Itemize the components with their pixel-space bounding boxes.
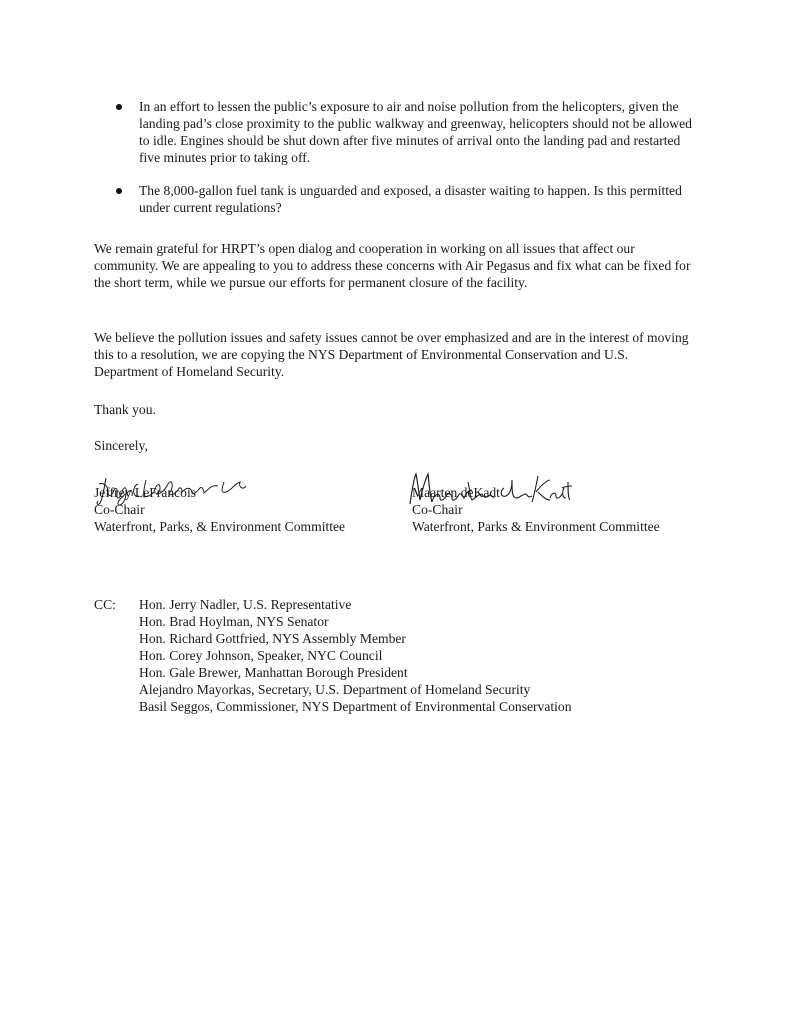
signatory-role: Co-Chair: [94, 502, 145, 517]
cc-recipient: Alejandro Mayorkas, Secretary, U.S. Department of Homeland Security: [139, 682, 531, 697]
paragraph-pollution: We believe the pollution issues and safety issues cannot be over emphasized and are in the interest of moving this to a resolution, we are copying the NYS Department of Environmental Conservation and U.S. Department of Homeland Security.: [94, 330, 689, 379]
bullet-icon: [116, 188, 122, 194]
paragraph-grateful: We remain grateful for HRPT’s open dialog and cooperation in working on all issues that affect our community. We are appealing to you to address these concerns with Air Pegasus and fix what can be fixed for the short term, while we pursue our efforts for permanent closure of the facility.: [94, 241, 691, 290]
cc-recipient: Basil Seggos, Commissioner, NYS Department of Environmental Conservation: [139, 699, 572, 714]
signatory-block-left: [94, 484, 394, 535]
bullet-text-fuel-tank: The 8,000-gallon fuel tank is unguarded and exposed, a disaster waiting to happen. Is this permitted under current regulations?: [139, 183, 682, 215]
bullet-text-idling: In an effort to lessen the public’s exposure to air and noise pollution from the helicopters, given the landing pad’s close proximity to the public walkway and greenway, helicopters should not be allowed to idle. Engines should be shut down after five minutes of arrival onto the landing pad and restarted five minutes prior to taking off.: [139, 99, 692, 165]
thank-you-line: Thank you.: [94, 402, 156, 417]
cc-label: CC:: [94, 597, 116, 612]
signatory-name: Jeffrey LeFrancois: [94, 485, 197, 500]
cc-recipient: Hon. Corey Johnson, Speaker, NYC Council: [139, 648, 383, 663]
signatory-block-right: [412, 484, 712, 535]
list-item: [112, 98, 692, 166]
signatory-committee: Waterfront, Parks & Environment Committee: [412, 519, 660, 534]
list-item: [112, 182, 692, 216]
signatory-role: Co-Chair: [412, 502, 463, 517]
signatory-committee: Waterfront, Parks, & Environment Committee: [94, 519, 346, 534]
cc-recipient: Hon. Brad Hoylman, NYS Senator: [139, 614, 329, 629]
concerns-list: [112, 98, 692, 232]
bullet-icon: [116, 104, 122, 110]
cc-recipient: Hon. Richard Gottfried, NYS Assembly Member: [139, 631, 406, 646]
closing-salutation: Sincerely,: [94, 438, 148, 453]
cc-recipient: Hon. Gale Brewer, Manhattan Borough President: [139, 665, 408, 680]
signatory-name: Maarten deKadt: [412, 485, 500, 500]
cc-recipient: Hon. Jerry Nadler, U.S. Representative: [139, 597, 352, 612]
cc-recipient-list: [139, 596, 572, 715]
